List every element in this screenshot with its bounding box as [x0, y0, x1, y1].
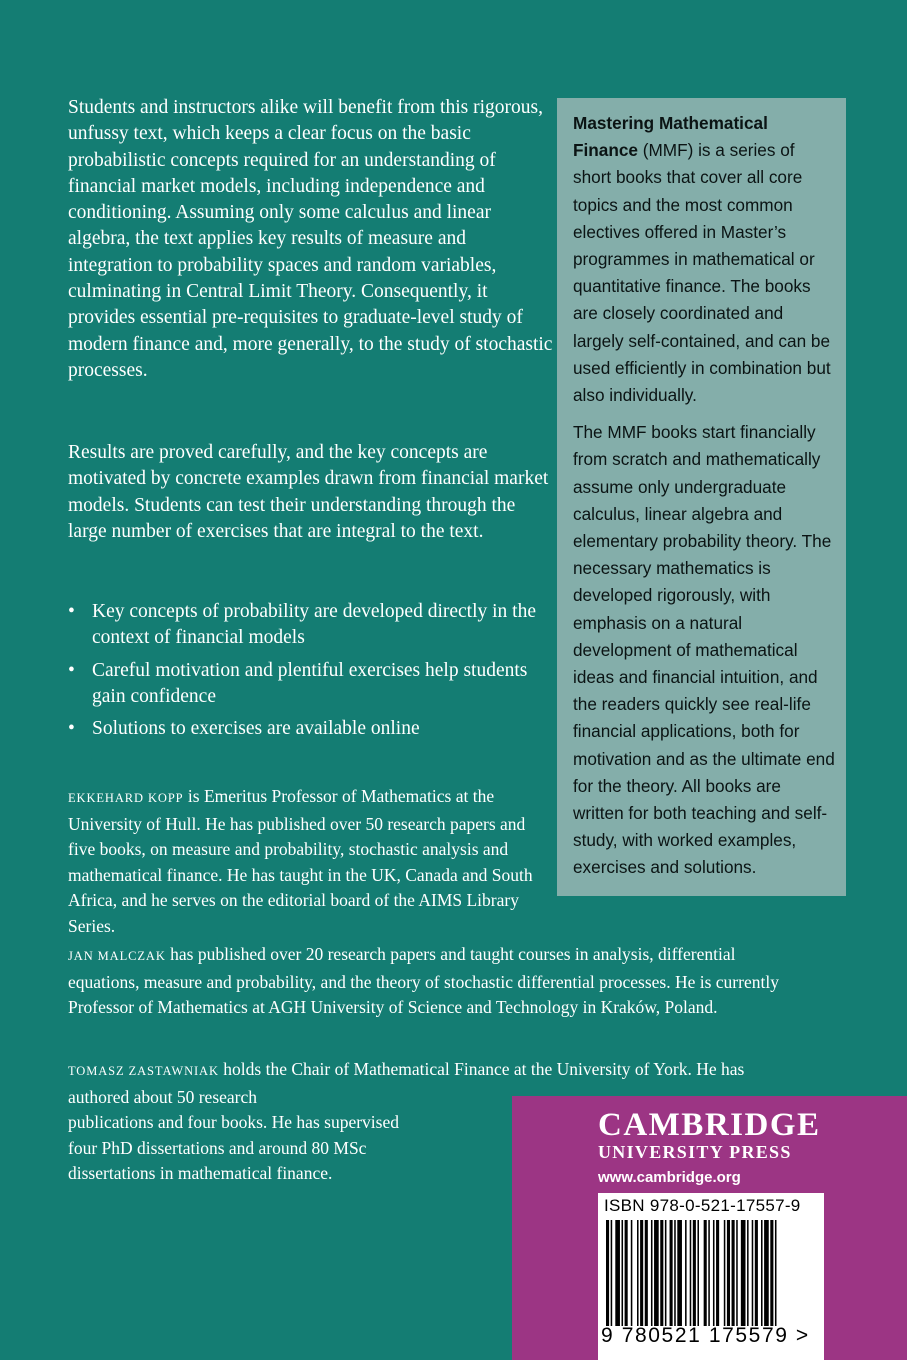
series-title: Mastering Mathematical Finance	[573, 113, 768, 161]
barcode-bar	[736, 1220, 738, 1326]
publisher-subtitle: UNIVERSITY PRESS	[598, 1142, 792, 1162]
barcode-bar	[665, 1220, 667, 1326]
bullet-icon: •	[68, 601, 75, 622]
publisher-url: www.cambridge.org	[598, 1169, 741, 1186]
isbn-text: ISBN 978-0-521-17557-9	[604, 1196, 801, 1215]
barcode-bar	[716, 1220, 719, 1326]
barcode-bar	[747, 1220, 749, 1326]
barcode-bar	[732, 1220, 735, 1326]
author-name: EKKEHARD KOPP	[68, 791, 184, 805]
barcode-bar	[693, 1220, 696, 1326]
barcode-bar	[674, 1220, 676, 1326]
author-name: TOMASZ ZASTAWNIAK	[68, 1064, 219, 1078]
publisher-name: CAMBRIDGE	[598, 1107, 821, 1143]
barcode-bar	[654, 1220, 659, 1326]
barcode-bar	[631, 1220, 633, 1326]
barcode-label	[598, 1193, 824, 1360]
barcode-bar	[615, 1220, 620, 1326]
description-paragraph-1: Students and instructors alike will benefit from this rigorous, unfussy text, which keeps a clear focus on the basic probabilistic concepts required for an understanding of financial market models, including independence and conditioning. Assuming only some calculus and linear algebra, the text applies key results of measure and integration to probability spaces and random variables, culminating in Central Limit Theory. Consequently, it provides essential pre-requisites to graduate-level study of modern finance and, more generally, to the study of stochastic processes.	[68, 97, 553, 381]
barcode-bar	[677, 1220, 682, 1326]
bullet-icon: •	[68, 659, 75, 681]
barcode-bar	[713, 1220, 715, 1326]
barcode-digits: 9 780521 175579 >	[601, 1324, 810, 1347]
author-bio-kopp: EKKEHARD KOPP is Emeritus Professor of Mathematics at the University of Hull. He has published over 50 research papers and five books, on measure and probability, stochastic analysis and mathematical finance. He has taught in the UK, Canada and South Africa, and he serves on the editorial board of the AIMS Library Series.	[68, 786, 533, 936]
series-paragraph-2: The MMF books start financially from scratch and mathematically assume only undergraduate calculus, linear algebra and elementary probability theory. The necessary mathematics is developed rigorously, with emphasis on a natural development of mathematical ideas and financial intuition, and the readers quickly see real-life financial applications, both for motivation and as the ultimate end for the theory. All books are written for both teaching and self-study, with worked examples, exercises and solutions.	[573, 422, 835, 878]
barcode-bar	[625, 1220, 628, 1326]
author-name: JAN MALCZAK	[68, 949, 166, 963]
barcode-bar	[724, 1220, 726, 1326]
barcode-bar	[708, 1220, 710, 1326]
description-paragraph-2: Results are proved carefully, and the key concepts are motivated by concrete examples drawn from financial market models. Students can test their understanding through the large number of exercises that are integral to the text.	[68, 442, 549, 542]
author-bio-malczak: JAN MALCZAK has published over 20 research papers and taught courses in analysis, differential equations, measure and probability, and the theory of stochastic differential processes. He is currently Professor of Mathematics at AGH University of Science and Technology in Kraków, Poland.	[68, 944, 779, 1017]
barcode-bar	[640, 1220, 643, 1326]
barcode-bar	[685, 1220, 687, 1326]
barcode-bar	[660, 1220, 663, 1326]
barcode-bar	[741, 1220, 746, 1326]
barcode-bar	[637, 1220, 639, 1326]
barcode-bar	[755, 1220, 758, 1326]
barcode-bar	[775, 1220, 777, 1326]
barcode-bar	[611, 1220, 613, 1326]
barcode-bar	[645, 1220, 648, 1326]
bullet-icon: •	[68, 718, 75, 740]
barcode-icon	[606, 1220, 816, 1326]
feature-item: • Careful motivation and plentiful exercises help students gain confidence	[68, 659, 528, 707]
series-paragraph-1: Mastering Mathematical Finance (MMF) is a series of short books that cover all core topics and the most common electives offered in Master’s programmes in mathematical or quantitative finance. The books are closely coordinated and largely self-contained, and can be used efficiently in combination but also individually.	[573, 113, 831, 406]
author-bio-zastawniak: TOMASZ ZASTAWNIAK holds the Chair of Mathematical Finance at the University of York. He has authored about 50 research publications and four books. He has supervised four PhD dissertations and around 80 MSc dissertations in mathematical finance.	[68, 1059, 745, 1183]
barcode-bar	[752, 1220, 754, 1326]
barcode-bar	[770, 1220, 773, 1326]
barcode-bar	[651, 1220, 653, 1326]
publisher-panel	[512, 1096, 907, 1360]
barcode-bar	[704, 1220, 707, 1326]
feature-item: • Key concepts of probability are developed directly in the context of financial models	[68, 601, 537, 649]
barcode-bar	[764, 1220, 769, 1326]
barcode-bar	[697, 1220, 699, 1326]
barcode-bar	[606, 1220, 609, 1326]
barcode-bar	[761, 1220, 763, 1326]
barcode-bar	[727, 1220, 730, 1326]
barcode-bar	[690, 1220, 692, 1326]
series-info-box	[557, 98, 846, 896]
feature-list	[68, 599, 558, 748]
barcode-bar	[622, 1220, 624, 1326]
barcode-bar	[670, 1220, 673, 1326]
feature-item: • Solutions to exercises are available online	[68, 716, 558, 742]
